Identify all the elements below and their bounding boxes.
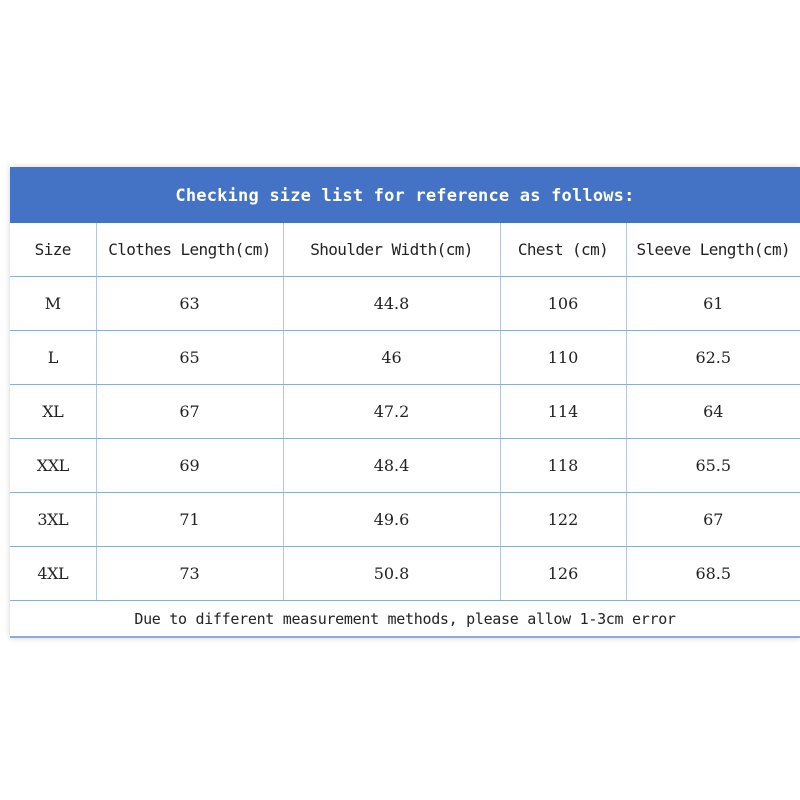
shoulder-width-cell: 44.8 bbox=[283, 277, 500, 331]
chest-cell: 122 bbox=[500, 493, 626, 547]
column-header-clothes-length: Clothes Length(cm) bbox=[96, 223, 283, 277]
size-cell: 4XL bbox=[10, 547, 96, 601]
size-chart-card bbox=[10, 167, 800, 638]
shoulder-width-cell: 48.4 bbox=[283, 439, 500, 493]
column-header-size: Size bbox=[10, 223, 96, 277]
size-cell: L bbox=[10, 331, 96, 385]
chest-cell: 106 bbox=[500, 277, 626, 331]
shoulder-width-cell: 50.8 bbox=[283, 547, 500, 601]
size-cell: XL bbox=[10, 385, 96, 439]
chest-cell: 118 bbox=[500, 439, 626, 493]
shoulder-width-cell: 47.2 bbox=[283, 385, 500, 439]
chest-cell: 110 bbox=[500, 331, 626, 385]
shoulder-width-cell: 49.6 bbox=[283, 493, 500, 547]
size-table bbox=[10, 223, 800, 601]
table-row bbox=[10, 277, 800, 331]
table-row bbox=[10, 547, 800, 601]
chest-cell: 114 bbox=[500, 385, 626, 439]
sleeve-length-cell: 67 bbox=[626, 493, 800, 547]
sleeve-length-cell: 68.5 bbox=[626, 547, 800, 601]
clothes-length-cell: 71 bbox=[96, 493, 283, 547]
sleeve-length-cell: 64 bbox=[626, 385, 800, 439]
chest-cell: 126 bbox=[500, 547, 626, 601]
table-row bbox=[10, 439, 800, 493]
table-row bbox=[10, 385, 800, 439]
size-cell: XXL bbox=[10, 439, 96, 493]
column-header-sleeve-length: Sleeve Length(cm) bbox=[626, 223, 800, 277]
size-chart-title: Checking size list for reference as follows: bbox=[10, 167, 800, 223]
clothes-length-cell: 73 bbox=[96, 547, 283, 601]
size-cell: M bbox=[10, 277, 96, 331]
sleeve-length-cell: 61 bbox=[626, 277, 800, 331]
clothes-length-cell: 69 bbox=[96, 439, 283, 493]
column-header-shoulder-width: Shoulder Width(cm) bbox=[283, 223, 500, 277]
table-row bbox=[10, 331, 800, 385]
sleeve-length-cell: 62.5 bbox=[626, 331, 800, 385]
measurement-note: Due to different measurement methods, please allow 1-3cm error bbox=[10, 603, 800, 638]
clothes-length-cell: 65 bbox=[96, 331, 283, 385]
table-header-row bbox=[10, 223, 800, 277]
size-cell: 3XL bbox=[10, 493, 96, 547]
table-row bbox=[10, 493, 800, 547]
shoulder-width-cell: 46 bbox=[283, 331, 500, 385]
clothes-length-cell: 63 bbox=[96, 277, 283, 331]
sleeve-length-cell: 65.5 bbox=[626, 439, 800, 493]
column-header-chest: Chest (cm) bbox=[500, 223, 626, 277]
clothes-length-cell: 67 bbox=[96, 385, 283, 439]
